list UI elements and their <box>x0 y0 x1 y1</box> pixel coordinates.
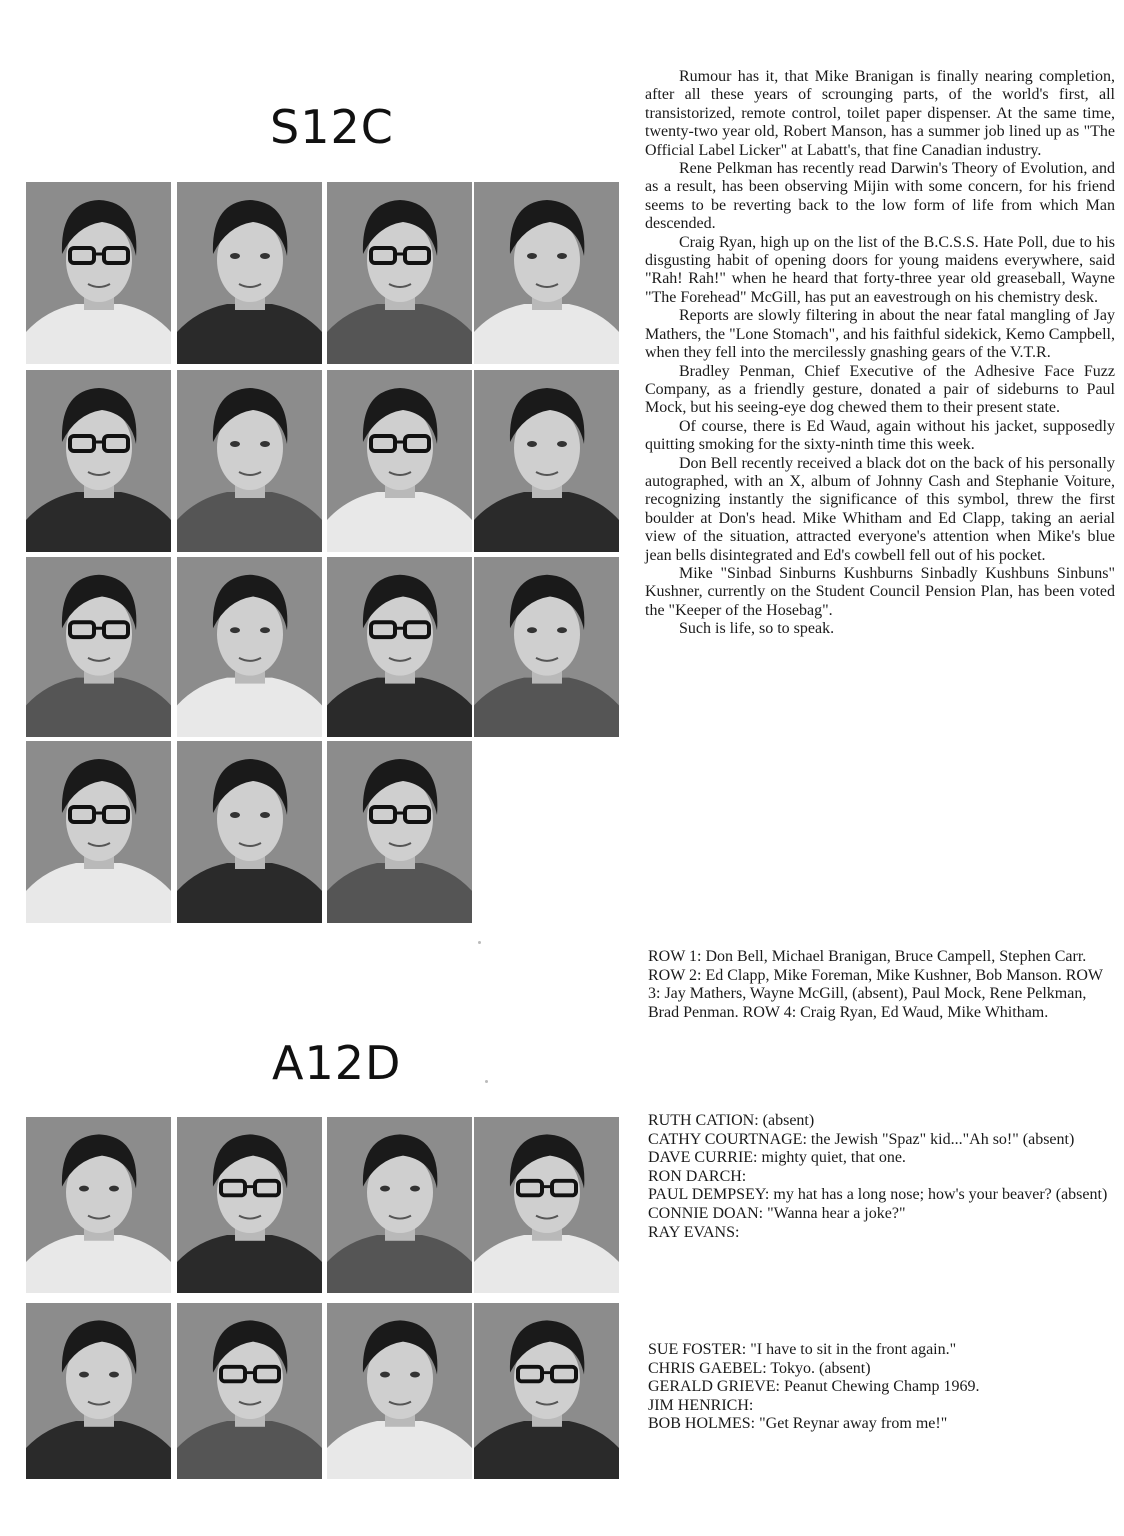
student-portrait <box>26 741 171 923</box>
student-portrait <box>474 370 619 552</box>
student-portrait <box>327 741 472 923</box>
student-portrait <box>26 557 171 737</box>
student-portrait <box>26 370 171 552</box>
prose-paragraph: Rene Pelkman has recently read Darwin's Theory of Evolution, and as a result, has been observing Mijin with some concern, for his friend seems to be reverting back to the low form of life from which Man descended. <box>645 160 1115 233</box>
prose-paragraph: Such is life, so to speak. <box>679 620 835 638</box>
student-portrait <box>177 557 322 737</box>
student-portrait <box>26 1303 171 1479</box>
student-quote: CHRIS GAEBEL: Tokyo. (absent) <box>648 1359 871 1377</box>
student-portrait <box>177 370 322 552</box>
student-quote: DAVE CURRIE: mighty quiet, that one. <box>648 1149 906 1167</box>
prose-paragraph: Of course, there is Ed Waud, again without his jacket, supposedly quitting smoking for the sixty-ninth time this week. <box>645 417 1115 454</box>
student-quote: PAUL DEMPSEY: my hat has a long nose; how's your beaver? (absent) <box>648 1186 1108 1204</box>
student-portrait <box>26 182 171 364</box>
prose-paragraph: Mike "Sinbad Sinburns Kushburns Sinbadly Kushbuns Sinbuns" Kushner, currently on the Student Council Pension Plan, has been voted the "Keeper of the Hosebag". <box>645 564 1115 619</box>
student-quote: CATHY COURTNAGE: the Jewish "Spaz" kid..."Ah so!" (absent) <box>648 1130 1075 1148</box>
a12d-quote-list-first <box>648 1112 1118 1242</box>
prose-paragraph: Bradley Penman, Chief Executive of the Adhesive Face Fuzz Company, as a friendly gesture, donated a pair of sideburns to Paul Mock, but his seeing-eye dog chewed them to their present state. <box>645 362 1115 417</box>
prose-paragraph: Don Bell recently received a black dot on the back of his personally autographed, with an X, album of Johnny Cash and Stephanie Voiture, recognizing instantly the significance of this symbol, threw the first boulder at Don's head. Mike Whitham and Ed Clapp, taking an aerial view of the situation, attracted everyone's attention when Mike's blue jean bells disintegrated and Ed's cowbell fell out of his pocket. <box>645 454 1115 564</box>
student-quote: RUTH CATION: (absent) <box>648 1112 815 1129</box>
student-portrait <box>177 741 322 923</box>
print-speck <box>485 1080 488 1083</box>
student-portrait <box>177 1117 322 1293</box>
student-portrait <box>177 1303 322 1479</box>
student-quote: BOB HOLMES: "Get Reynar away from me!" <box>648 1415 948 1433</box>
student-quote: GERALD GRIEVE: Peanut Chewing Champ 1969. <box>648 1378 980 1396</box>
student-quote: RAY EVANS: <box>648 1223 740 1241</box>
s12c-row-caption: ROW 1: Don Bell, Michael Branigan, Bruce Campell, Stephen Carr. ROW 2: Ed Clapp, Mike Foreman, Mike Kushner, Bob Manson. ROW 3: Jay Mathers, Wayne McGill, (absent), Paul Mock, Rene Pelkman, Brad Penman. ROW 4: Craig Ryan, Ed Waud, Mike Whitham. <box>648 948 1103 1021</box>
student-quote: SUE FOSTER: "I have to sit in the front again." <box>648 1341 957 1358</box>
student-quote: RON DARCH: <box>648 1167 747 1185</box>
student-portrait <box>327 1303 472 1479</box>
student-quote: CONNIE DOAN: "Wanna hear a joke?" <box>648 1204 906 1222</box>
section-heading-s12c: S12C <box>270 100 394 154</box>
prose-paragraph: Rumour has it, that Mike Branigan is finally nearing completion, after all these years of scrounging parts, of the world's first, all transistorized, remote control, toilet paper dispenser. At the same time, twenty-two year old, Robert Manson, has a summer job lined up as "The Official Label Licker" at Labatt's, that fine Canadian industry. <box>645 68 1115 159</box>
prose-paragraph: Reports are slowly filtering in about the near fatal mangling of Jay Mathers, the "Lone Stomach", and his faithful sidekick, Kemo Campbell, when they fell into the mercilessly gnashing gears of the V.T.R. <box>645 307 1115 362</box>
student-portrait <box>327 1117 472 1293</box>
student-portrait <box>327 557 472 737</box>
student-portrait <box>327 182 472 364</box>
student-portrait <box>26 1117 171 1293</box>
print-speck <box>478 941 481 944</box>
student-portrait <box>327 370 472 552</box>
student-portrait <box>474 1303 619 1479</box>
s12c-prose <box>645 68 1115 639</box>
student-quote: JIM HENRICH: <box>648 1396 754 1414</box>
student-portrait <box>177 182 322 364</box>
a12d-quote-list-second <box>648 1341 1118 1434</box>
student-portrait <box>474 182 619 364</box>
student-portrait <box>474 557 619 737</box>
section-heading-a12d: A12D <box>272 1036 402 1090</box>
prose-paragraph: Craig Ryan, high up on the list of the B.C.S.S. Hate Poll, due to his disgusting habit of opening doors for young maidens everywhere, said "Rah! Rah!" when he heard that forty-three year old greaseball, Wayne "The Forehead" McGill, has put an eavestrough on his chemistry desk. <box>645 233 1115 306</box>
student-portrait <box>474 1117 619 1293</box>
